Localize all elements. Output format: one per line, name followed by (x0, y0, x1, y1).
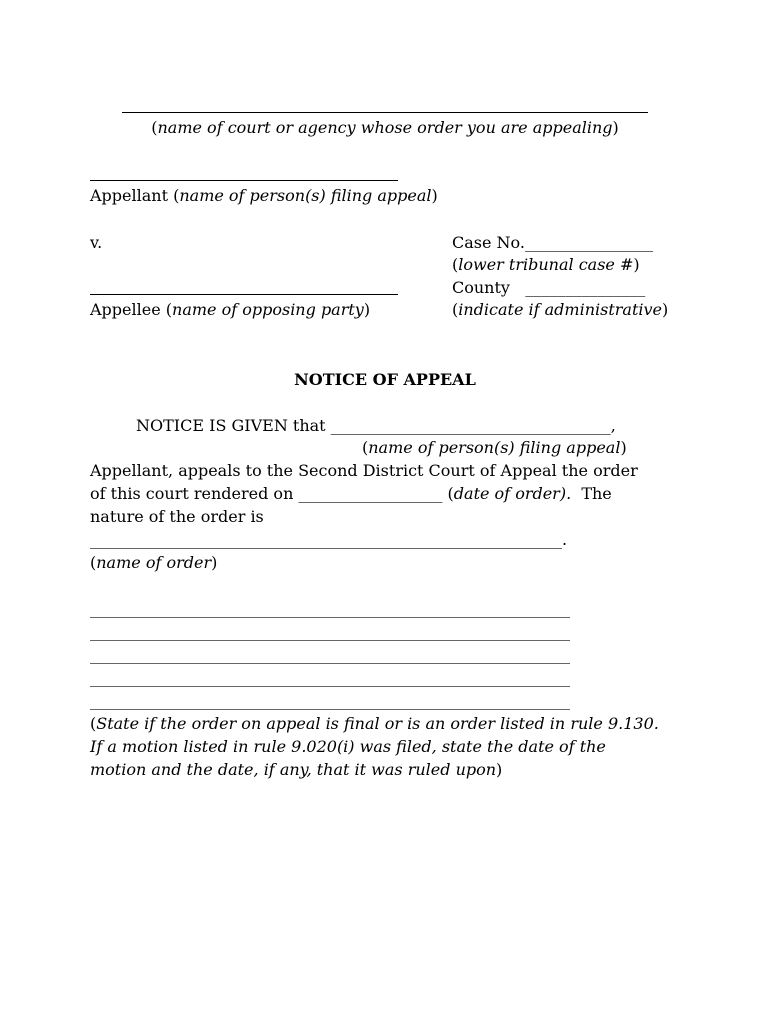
blank-line[interactable]: ____________________________________________________________ (90, 622, 570, 641)
case-number-caption: (lower tribunal case #) (452, 255, 640, 274)
nature-of-order-label: nature of the order is (90, 507, 264, 526)
order-date-line[interactable]: of this court rendered on __________________ (date of order). The (90, 484, 612, 503)
order-name-caption: (name of order) (90, 553, 218, 572)
blank-line[interactable]: ____________________________________________________________ (90, 645, 570, 664)
appeal-statement-line: Appellant, appeals to the Second District Court of Appeal the order (90, 461, 638, 480)
court-name-blank[interactable] (122, 112, 648, 113)
county-caption: (indicate if administrative) (452, 300, 669, 319)
order-name-blank[interactable]: ___________________________________________________________. (90, 530, 568, 549)
document-title: NOTICE OF APPEAL (294, 370, 476, 389)
county-field[interactable]: County _______________ (452, 278, 646, 297)
notice-given-line[interactable]: NOTICE IS GIVEN that ___________________________________, (136, 416, 616, 435)
appellee-label: Appellee (name of opposing party) (90, 300, 371, 319)
appellant-name-blank[interactable] (90, 180, 398, 181)
blank-line[interactable]: ____________________________________________________________ (90, 691, 570, 710)
appellant-label: Appellant (name of person(s) filing appeal) (90, 186, 438, 205)
case-number-field[interactable]: Case No.________________ (452, 233, 653, 252)
filer-name-caption: (name of person(s) filing appeal) (362, 438, 627, 457)
blank-line[interactable]: ____________________________________________________________ (90, 599, 570, 618)
blank-line[interactable]: ____________________________________________________________ (90, 668, 570, 687)
instructions-line-1: (State if the order on appeal is final or is an order listed in rule 9.130. (90, 714, 659, 733)
instructions-line-2: If a motion listed in rule 9.020(i) was filed, state the date of the (90, 737, 606, 756)
instructions-line-3: motion and the date, if any, that it was ruled upon) (90, 760, 503, 779)
versus-label: v. (90, 233, 103, 252)
court-caption-label: (name of court or agency whose order you are appealing) (151, 118, 619, 137)
appellee-name-blank[interactable] (90, 294, 398, 295)
